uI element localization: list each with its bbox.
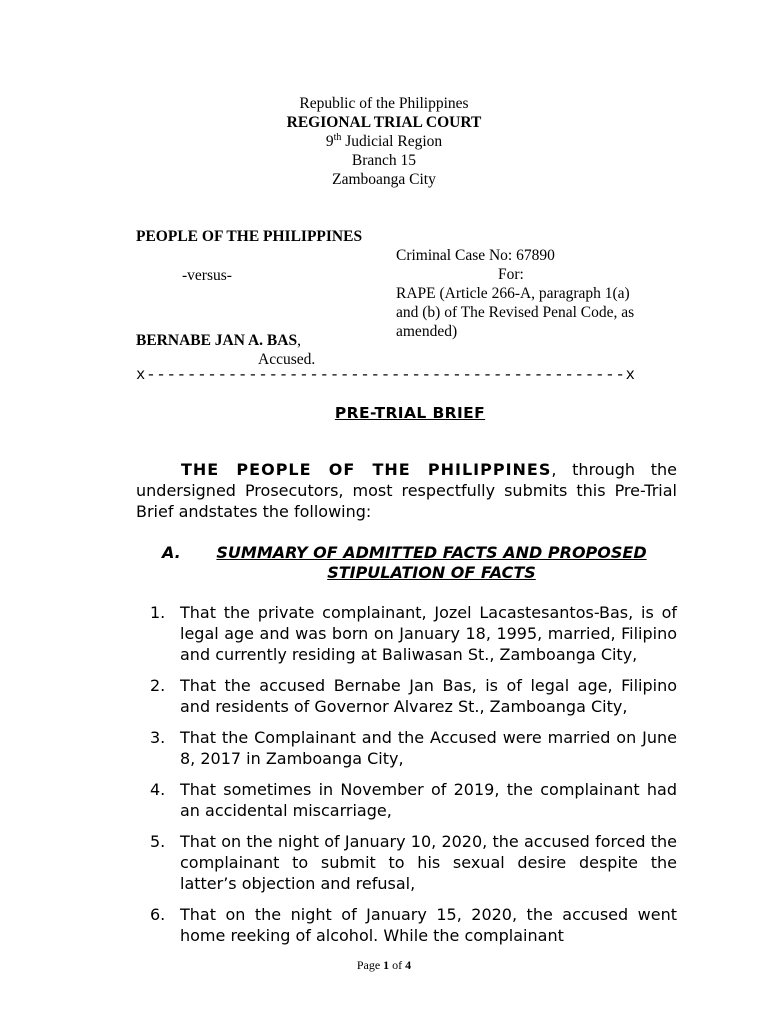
case-number: Criminal Case No: 67890	[396, 247, 555, 264]
item-text: That the private complainant, Jozel Lacastesantos-Bas, is of legal age and was born on January 18, 1995, married, Filipino and currently residing at Baliwasan St., Zamboanga City,	[180, 603, 677, 664]
page-number: 1	[383, 958, 390, 972]
item-number: 1.	[150, 603, 166, 622]
document-title: PRE-TRIAL BRIEF	[334, 404, 486, 422]
region-number: 9	[325, 133, 334, 150]
list-item	[150, 904, 677, 946]
list-item	[150, 779, 677, 821]
section-letter: A.	[162, 543, 181, 562]
offense-line-2: and (b) of The Revised Penal Code, as	[396, 304, 635, 321]
item-text: That the accused Bernabe Jan Bas, is of legal age, Filipino and residents of Governor Alvarez St., Zamboanga City,	[180, 676, 677, 716]
intro-lead: THE PEOPLE OF THE PHILIPPINES	[181, 460, 552, 479]
page-footer	[0, 958, 768, 973]
accused-name: BERNABE JAN A. BAS	[136, 332, 298, 349]
of-word: of	[389, 958, 406, 972]
facts-list	[150, 602, 677, 956]
header-city: Zamboanga City	[332, 171, 436, 188]
region-ordinal-suffix: th	[333, 131, 342, 143]
court-header	[0, 94, 768, 189]
list-item	[150, 675, 677, 717]
header-region	[0, 132, 768, 151]
list-item	[150, 602, 677, 665]
page-word: Page	[356, 958, 384, 972]
offense-line-1: RAPE (Article 266-A, paragraph 1(a)	[396, 285, 630, 302]
item-text: That the Complainant and the Accused were married on June 8, 2017 in Zamboanga City,	[180, 728, 677, 768]
offense-line-3: amended)	[396, 323, 458, 340]
accused-comma: ,	[297, 332, 301, 349]
region-label: Judicial Region	[341, 133, 443, 150]
item-number: 2.	[150, 676, 166, 695]
item-number: 3.	[150, 728, 166, 747]
intro-paragraph	[136, 459, 677, 522]
caption-divider: x-----------------------------------------------x	[136, 366, 636, 384]
item-number: 6.	[150, 905, 166, 924]
section-title: SUMMARY OF ADMITTED FACTS AND PROPOSED STIPULATION OF FACTS	[216, 543, 647, 582]
accused-line	[136, 331, 301, 350]
header-republic: Republic of the Philippines	[299, 95, 469, 112]
versus-label: -versus-	[182, 267, 232, 284]
for-label: For:	[498, 266, 524, 283]
plaintiff-name: PEOPLE OF THE PHILIPPINES	[136, 228, 363, 245]
header-court-name: REGIONAL TRIAL COURT	[286, 114, 482, 131]
item-number: 4.	[150, 780, 166, 799]
item-text: That on the night of January 10, 2020, the accused forced the complainant to submit to his sexual desire despite the latter’s objection and refusal,	[180, 832, 677, 893]
accused-label: Accused.	[258, 351, 316, 368]
header-branch: Branch 15	[351, 152, 417, 169]
list-item	[150, 831, 677, 894]
list-item	[150, 727, 677, 769]
item-text: That on the night of January 15, 2020, the accused went home reeking of alcohol. While the complainant	[180, 905, 677, 945]
intro-body: , through the undersigned Prosecutors, most respectfully submits this Pre-Trial Brief andstates the following:	[136, 460, 677, 521]
item-number: 5.	[150, 832, 166, 851]
section-a-heading	[162, 543, 677, 583]
item-text: That sometimes in November of 2019, the complainant had an accidental miscarriage,	[180, 780, 677, 820]
page-total: 4	[405, 958, 412, 972]
